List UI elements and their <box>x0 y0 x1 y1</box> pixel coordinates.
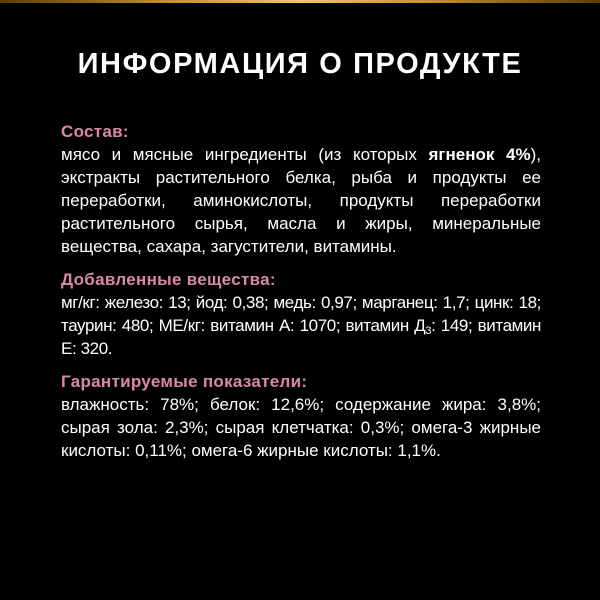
composition-text-after: ), экстракты растительного белка, рыба и продукты ее переработки, аминокислоты, продукты переработки растительного сырья, масла и жиры, минеральные вещества, сахара, загустители, витамины. <box>61 145 541 256</box>
composition-text <box>61 143 541 258</box>
additives-section <box>61 268 541 360</box>
additives-text <box>61 291 541 360</box>
composition-highlight: ягненок 4% <box>428 145 531 164</box>
additives-subscript: 3 <box>425 325 432 337</box>
product-info-content <box>61 120 541 472</box>
guaranteed-section <box>61 370 541 462</box>
composition-text-before: мясо и мясные ингредиенты (из которых <box>61 145 429 164</box>
gold-top-line <box>0 0 600 3</box>
page-title: ИНФОРМАЦИЯ О ПРОДУКТЕ <box>77 48 523 80</box>
additives-heading: Добавленные вещества: <box>61 270 276 289</box>
composition-section <box>61 120 541 258</box>
guaranteed-heading: Гарантируемые показатели: <box>61 372 308 391</box>
guaranteed-text: влажность: 78%; белок: 12,6%; содержание жира: 3,8%; сырая зола: 2,3%; сырая клетчатка: 0,3%; омега-3 жирные кислоты: 0,11%; омега-6 жирные кислоты: 1,1%. <box>61 395 541 460</box>
additives-text-before: мг/кг: железо: 13; йод: 0,38; медь: 0,97; марганец: 1,7; цинк: 18; таурин: 480; МЕ/кг: витамин А: 1070; витамин Д <box>61 293 541 335</box>
composition-heading: Состав: <box>61 122 129 141</box>
additives-text-after: : 149; витамин Е: 320. <box>61 316 541 358</box>
